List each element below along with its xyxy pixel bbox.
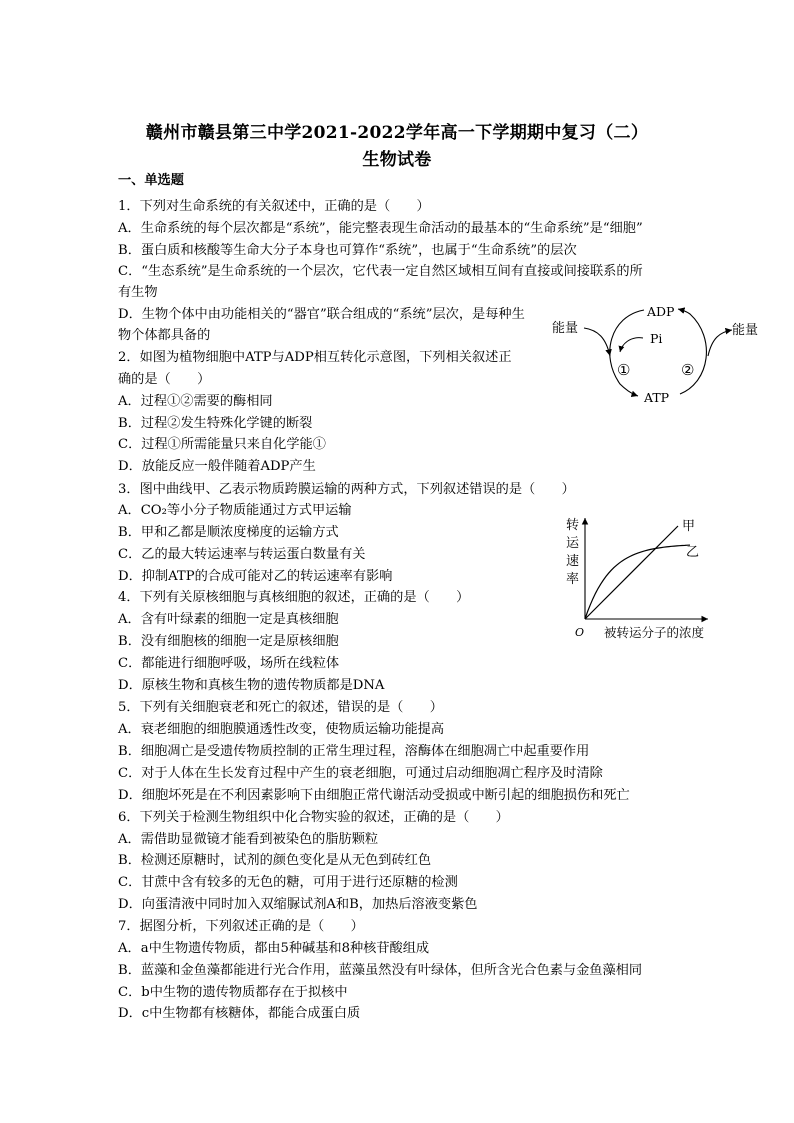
question-line: D．抑制ATP的合成可能对乙的转运速率有影响 — [118, 569, 393, 584]
chart-x-label: 被转运分子的浓度 — [604, 625, 705, 640]
question-line: A．a中生物遗传物质，都由5种碱基和8种核苷酸组成 — [118, 941, 430, 956]
question-line: C．对于人体在生长发育过程中产生的衰老细胞，可通过启动细胞凋亡程序及时清除 — [118, 766, 603, 781]
question-line: A．CO₂等小分子物质能通过方式甲运输 — [118, 503, 352, 518]
process-1-label: ① — [617, 361, 631, 379]
question-line: 1．下列对生命系统的有关叙述中，正确的是（ ） — [118, 199, 430, 214]
question-line: C．甘蔗中含有较多的无色的糖，可用于进行还原糖的检测 — [118, 875, 458, 890]
question-line: B．过程②发生特殊化学键的断裂 — [118, 416, 313, 431]
arrow-energy-out — [708, 330, 732, 356]
question-line: 5．下列有关细胞衰老和死亡的叙述，错误的是（ ） — [118, 700, 443, 715]
question-line: C．过程①所需能量只来自化学能① — [118, 437, 326, 452]
question-line: 3．图中曲线甲、乙表示物质跨膜运输的两种方式，下列叙述错误的是（ ） — [118, 482, 575, 497]
question-line: 确的是（ ） — [118, 372, 211, 387]
arrow-pi — [620, 338, 643, 352]
question-line: C．“生态系统”是生命系统的一个层次，它代表一定自然区域相互间有直接或间接联系的所 — [118, 264, 643, 279]
question-line: C．乙的最大转运速率与转运蛋白数量有关 — [118, 547, 366, 562]
page-subtitle: 生物试卷 — [362, 150, 432, 170]
question-line: D．向蛋清液中同时加入双缩脲试剂A和B，加热后溶液变紫色 — [118, 897, 478, 912]
arrow-atp-to-adp — [678, 309, 706, 394]
question-line: D．c中生物都有核糖体，都能合成蛋白质 — [118, 1006, 361, 1021]
transport-chart — [558, 512, 728, 644]
atp-label: ATP — [644, 390, 670, 405]
question-line: A．生命系统的每个层次都是“系统”，能完整表现生命活动的最基本的“生命系统”是“细胞” — [118, 221, 643, 236]
pi-label: Pi — [650, 331, 663, 346]
arrow-adp-to-atp — [610, 310, 644, 396]
adp-label: ADP — [647, 304, 675, 319]
question-line: A．衰老细胞的细胞膜通透性改变，使物质运输功能提高 — [118, 722, 445, 737]
series-jia-label: 甲 — [682, 519, 696, 534]
series-jia-line — [585, 526, 678, 619]
question-line: A．需借助显微镜才能看到被染色的脂肪颗粒 — [118, 832, 379, 847]
question-line: D．放能反应一般伴随着ADP产生 — [118, 459, 316, 474]
section-heading: 一、单选题 — [118, 173, 184, 188]
question-line: A．过程①②需要的酶相同 — [118, 394, 273, 409]
chart-y-label-char: 转 — [566, 518, 580, 533]
question-line: C．b中生物的遗传物质都存在于拟核中 — [118, 985, 348, 1000]
question-line: 6．下列关于检测生物组织中化合物实验的叙述，正确的是（ ） — [118, 810, 509, 825]
question-line: 物个体都具备的 — [118, 328, 211, 343]
chart-y-label-char: 率 — [566, 572, 580, 587]
question-line: 4．下列有关原核细胞与真核细胞的叙述，正确的是（ ） — [118, 590, 470, 605]
energy-right-label: 能量 — [732, 323, 759, 338]
question-line: D．细胞坏死是在不利因素影响下由细胞正常代谢活动受损或中断引起的细胞损伤和死亡 — [118, 788, 630, 803]
page-title: 赣州市赣县第三中学2021-2022学年高一下学期期中复习（二） — [145, 123, 649, 143]
question-line: B．细胞凋亡是受遗传物质控制的正常生理过程，溶酶体在细胞凋亡中起重要作用 — [118, 744, 590, 759]
series-yi-line — [585, 545, 690, 619]
question-line: 2．如图为植物细胞中ATP与ADP相互转化示意图，下列相关叙述正 — [118, 350, 512, 365]
chart-y-label — [566, 518, 580, 587]
series-yi-label: 乙 — [686, 545, 700, 560]
question-line: B．蛋白质和核酸等生命大分子本身也可算作“系统”，也属于“生命系统”的层次 — [118, 243, 577, 258]
question-line: B．甲和乙都是顺浓度梯度的运输方式 — [118, 525, 339, 540]
process-2-label: ② — [681, 361, 695, 379]
chart-origin: O — [575, 626, 585, 639]
question-line: D．原核生物和真核生物的遗传物质都是DNA — [118, 678, 385, 693]
question-line: D．生物个体中由功能相关的“器官”联合组成的“系统”层次，是每种生 — [118, 307, 525, 322]
question-line: 7．据图分析，下列叙述正确的是（ ） — [118, 919, 364, 934]
atp-adp-diagram — [548, 298, 768, 410]
chart-y-label-char: 速 — [566, 554, 580, 569]
question-line: C．都能进行细胞呼吸，场所在线粒体 — [118, 656, 340, 671]
arrow-energy-in — [584, 328, 610, 356]
question-line: B．蓝藻和金鱼藻都能进行光合作用，蓝藻虽然没有叶绿体，但所含光合色素与金鱼藻相同 — [118, 963, 642, 978]
question-line: 有生物 — [118, 285, 158, 300]
question-line: B．没有细胞核的细胞一定是原核细胞 — [118, 634, 339, 649]
chart-y-label-char: 运 — [566, 536, 580, 551]
question-line: B．检测还原糖时，试剂的颜色变化是从无色到砖红色 — [118, 853, 432, 868]
question-line: A．含有叶绿素的细胞一定是真核细胞 — [118, 612, 339, 627]
energy-left-label: 能量 — [552, 321, 579, 336]
